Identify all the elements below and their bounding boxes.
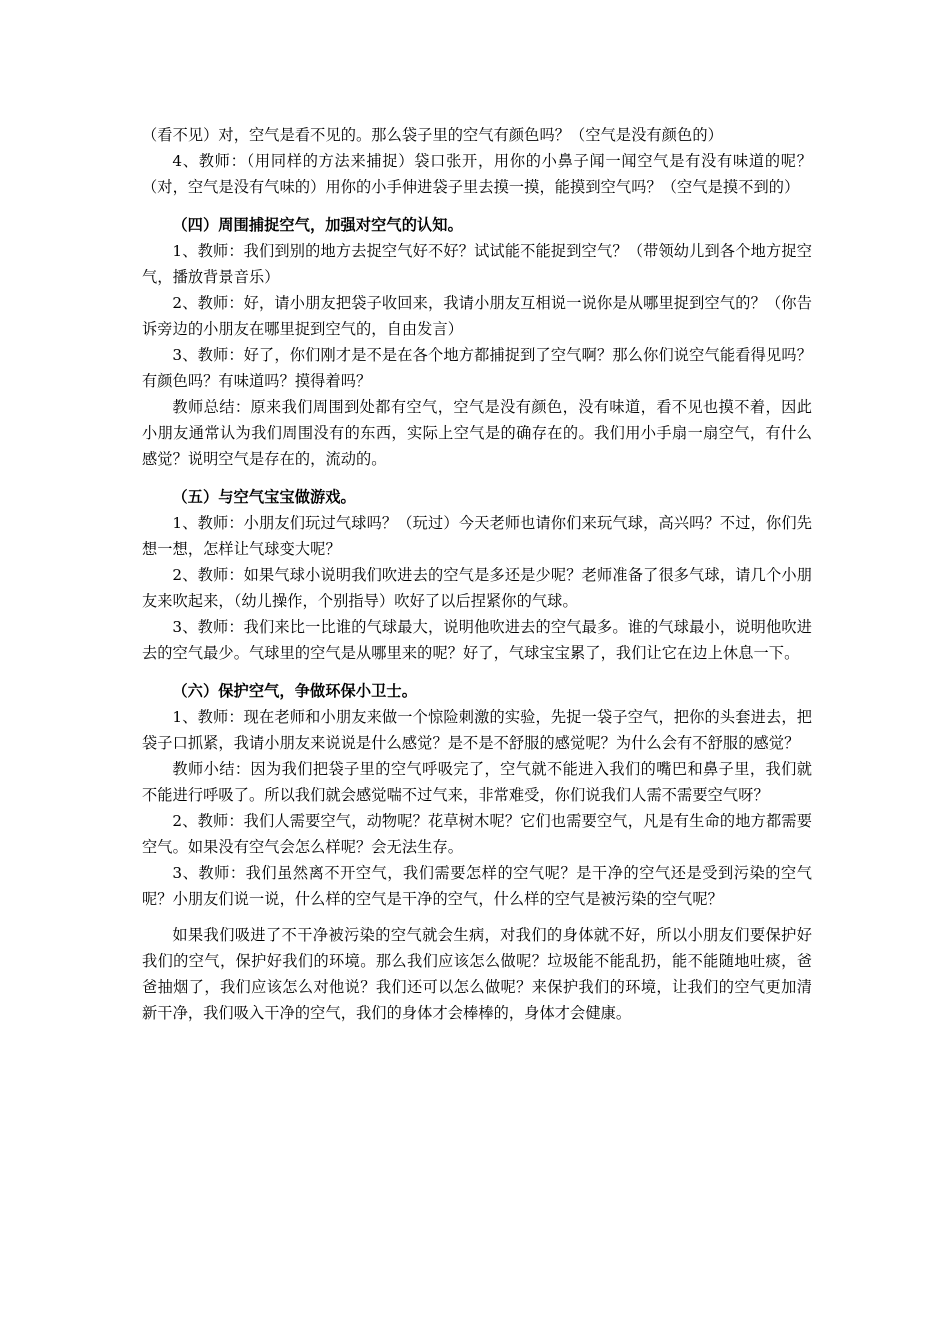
section-five-heading: （五）与空气宝宝做游戏。: [172, 488, 356, 506]
section-four-summary: 教师总结：原来我们周围到处都有空气，空气是没有颜色，没有味道，看不见也摸不着，因此小朋友通常认为我们周围没有的东西，实际上空气是的确存在的。我们用小手扇一扇空气，有什么感觉？说明空气是存在的，流动的。: [142, 398, 812, 468]
section-six-paragraph-1: 1、教师：现在老师和小朋友来做一个惊险刺激的实验，先捉一袋子空气，把你的头套进去，把袋子口抓紧，我请小朋友来说说是什么感觉？是不是不舒服的感觉呢？为什么会有不舒服的感觉？: [142, 708, 812, 752]
section-six-paragraph-2: 2、教师：我们人需要空气，动物呢？花草树木呢？它们也需要空气，凡是有生命的地方都需要空气。如果没有空气会怎么样呢？会无法生存。: [142, 812, 812, 856]
document-page: [142, 122, 812, 1026]
intro-paragraph-2: 4、教师：（用同样的方法来捕捉）袋口张开，用你的小鼻子闻一闻空气是有没有味道的呢？（对，空气是没有气味的）用你的小手伸进袋子里去摸一摸，能摸到空气吗？（空气是摸不到的）: [142, 152, 812, 196]
section-four-paragraph-1: 1、教师：我们到别的地方去捉空气好不好？试试能不能捉到空气？（带领幼儿到各个地方捉空气，播放背景音乐）: [142, 242, 812, 286]
section-five-paragraph-1: 1、教师：小朋友们玩过气球吗？（玩过）今天老师也请你们来玩气球，高兴吗？不过，你们先想一想，怎样让气球变大呢？: [142, 514, 812, 558]
section-four-heading: （四）周围捕捉空气，加强对空气的认知。: [172, 216, 463, 234]
section-six-summary: 教师小结：因为我们把袋子里的空气呼吸完了，空气就不能进入我们的嘴巴和鼻子里，我们就不能进行呼吸了。所以我们就会感觉喘不过气来，非常难受，你们说我们人需不需要空气呀？: [142, 760, 812, 804]
closing-paragraph: 如果我们吸进了不干净被污染的空气就会生病，对我们的身体就不好，所以小朋友们要保护好我们的空气，保护好我们的环境。那么我们应该怎么做呢？垃圾能不能乱扔，能不能随地吐痰，爸爸抽烟了，我们应该怎么对他说？我们还可以怎么做呢？来保护我们的环境，让我们的空气更加清新干净，我们吸入干净的空气，我们的身体才会棒棒的，身体才会健康。: [142, 926, 812, 1022]
section-five-paragraph-2: 2、教师：如果气球小说明我们吹进去的空气是多还是少呢？老师准备了很多气球，请几个小朋友来吹起来，（幼儿操作，个别指导）吹好了以后捏紧你的气球。: [142, 566, 812, 610]
section-four-paragraph-2: 2、教师：好，请小朋友把袋子收回来，我请小朋友互相说一说你是从哪里捉到空气的？（你告诉旁边的小朋友在哪里捉到空气的，自由发言）: [142, 294, 812, 338]
section-six-heading: （六）保护空气，争做环保小卫士。: [172, 682, 417, 700]
section-six-paragraph-3: 3、教师：我们虽然离不开空气，我们需要怎样的空气呢？是干净的空气还是受到污染的空气呢？小朋友们说一说，什么样的空气是干净的空气，什么样的空气是被污染的空气呢？: [142, 864, 812, 908]
intro-paragraph-1: （看不见）对，空气是看不见的。那么袋子里的空气有颜色吗？（空气是没有颜色的）: [142, 126, 723, 144]
section-four-paragraph-3: 3、教师：好了，你们刚才是不是在各个地方都捕捉到了空气啊？那么你们说空气能看得见吗？有颜色吗？有味道吗？摸得着吗？: [142, 346, 812, 390]
section-five-paragraph-3: 3、教师：我们来比一比谁的气球最大，说明他吹进去的空气最多。谁的气球最小，说明他吹进去的空气最少。气球里的空气是从哪里来的呢？好了，气球宝宝累了，我们让它在边上休息一下。: [142, 618, 812, 662]
